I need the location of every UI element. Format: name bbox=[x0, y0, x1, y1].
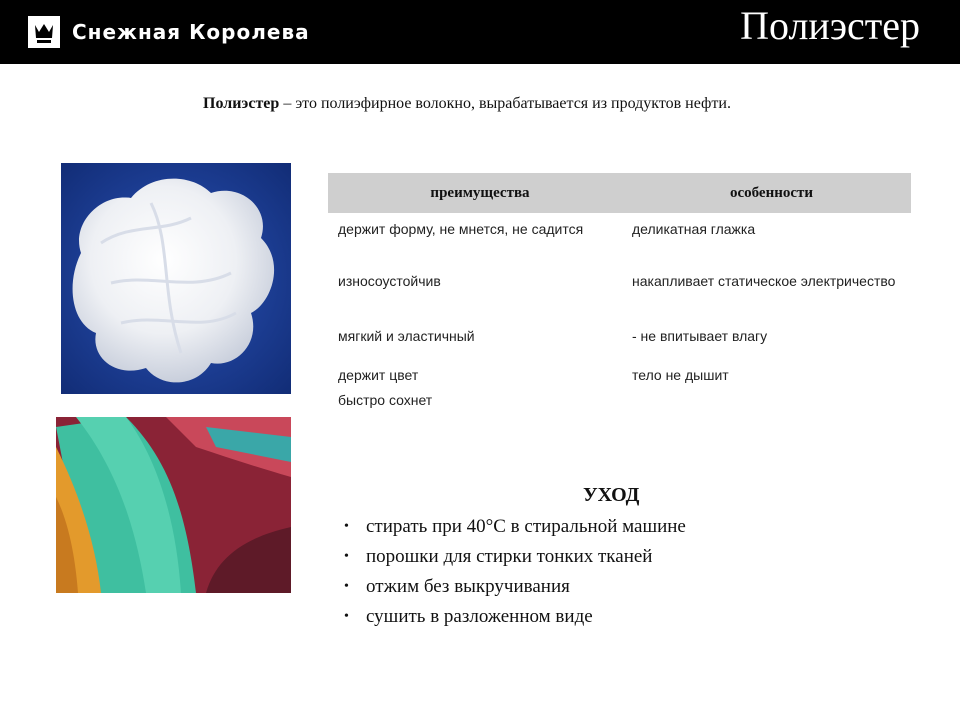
intro-text bbox=[203, 92, 731, 116]
table-row bbox=[328, 213, 911, 271]
table-row bbox=[328, 390, 911, 415]
advantage-cell: быстро сохнет bbox=[338, 392, 433, 408]
feature-cell: накапливает статическое электричество bbox=[632, 273, 896, 289]
feature-cell: деликатная глажка bbox=[632, 221, 756, 237]
intro-term: Полиэстер bbox=[203, 95, 280, 112]
table-header bbox=[328, 173, 911, 213]
crown-icon bbox=[28, 16, 60, 48]
brand-name: Снежная Королева bbox=[72, 20, 310, 44]
bullet-icon: • bbox=[344, 549, 349, 564]
feature-cell bbox=[622, 390, 911, 415]
advantage-cell: держит цвет bbox=[338, 367, 419, 383]
advantage-cell: износоустойчив bbox=[338, 273, 441, 289]
care-list bbox=[344, 512, 686, 632]
care-item-text: стирать при 40°С в стиральной машине bbox=[366, 516, 686, 537]
column-advantages: преимущества bbox=[430, 184, 530, 201]
advantage-cell: держит форму, не мнется, не садится bbox=[338, 221, 584, 237]
properties-table bbox=[328, 173, 911, 415]
advantage-cell: мягкий и эластичный bbox=[338, 328, 475, 344]
list-item bbox=[344, 602, 686, 632]
list-item bbox=[344, 572, 686, 602]
fabric-photo bbox=[56, 417, 291, 593]
table-row bbox=[328, 271, 911, 326]
table-row bbox=[328, 365, 911, 390]
list-item bbox=[344, 512, 686, 542]
care-item-text: отжим без выкручивания bbox=[366, 576, 570, 597]
feature-cell: - не впитывает влагу bbox=[632, 328, 768, 344]
table-row bbox=[328, 326, 911, 365]
care-title: УХОД bbox=[583, 484, 640, 506]
bullet-icon: • bbox=[344, 609, 349, 624]
list-item bbox=[344, 542, 686, 572]
bullet-icon: • bbox=[344, 519, 349, 534]
feature-cell: тело не дышит bbox=[632, 367, 729, 383]
care-item-text: порошки для стирки тонких тканей bbox=[366, 546, 653, 567]
care-item-text: сушить в разложенном виде bbox=[366, 606, 593, 627]
bullet-icon: • bbox=[344, 579, 349, 594]
page-title: Полиэстер bbox=[740, 3, 920, 48]
header-bar bbox=[0, 0, 960, 64]
brand-logo[interactable] bbox=[28, 15, 310, 49]
intro-definition: – это полиэфирное волокно, вырабатывается из продуктов нефти. bbox=[279, 95, 731, 112]
column-features: особенности bbox=[729, 184, 814, 201]
polyester-fiber-photo bbox=[61, 163, 291, 394]
